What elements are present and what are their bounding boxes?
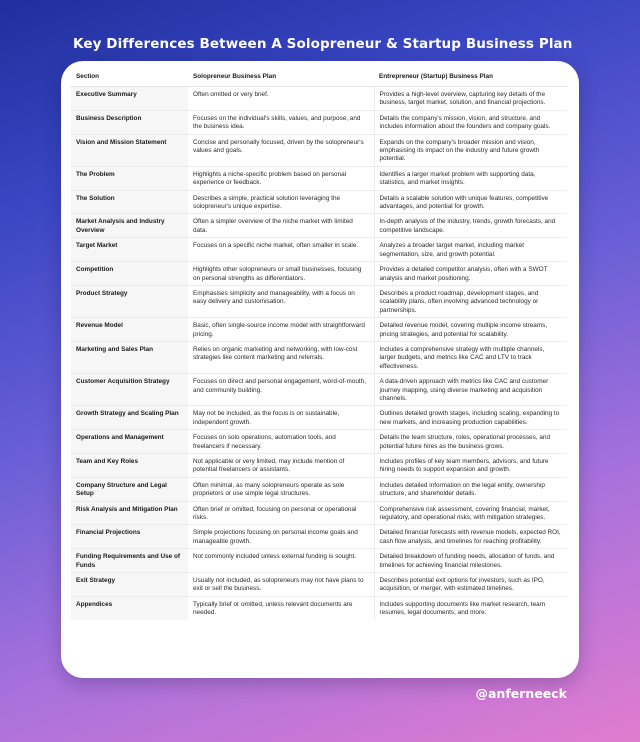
table-row [71, 430, 567, 454]
header-solopreneur: Solopreneur Business Plan [188, 69, 374, 87]
table-header-row [71, 69, 567, 87]
solopreneur-cell: Focuses on direct and personal engagement, word-of-mouth, and community building. [188, 374, 374, 406]
section-cell: The Solution [71, 190, 188, 214]
section-cell: Target Market [71, 238, 188, 262]
section-cell: Product Strategy [71, 285, 188, 317]
startup-cell: Detailed breakdown of funding needs, allocation of funds, and timelines for achieving financial milestones. [374, 549, 567, 573]
solopreneur-cell: Often brief or omitted, focusing on personal or operational risks. [188, 501, 374, 525]
solopreneur-cell: Often a simpler overview of the niche market with limited data. [188, 214, 374, 238]
section-cell: Revenue Model [71, 318, 188, 342]
section-cell: Team and Key Roles [71, 454, 188, 478]
table-row [71, 477, 567, 501]
startup-cell: Analyzes a broader target market, including market segmentation, size, and growth potential. [374, 238, 567, 262]
section-cell: Financial Projections [71, 525, 188, 549]
table-row [71, 374, 567, 406]
comparison-card [61, 61, 579, 678]
table-row [71, 454, 567, 478]
table-row [71, 190, 567, 214]
solopreneur-cell: Concise and personally focused, driven by the solopreneur's values and goals. [188, 134, 374, 166]
solopreneur-cell: Focuses on the individual's skills, values, and purpose, and the business idea. [188, 110, 374, 134]
startup-cell: A data-driven approach with metrics like CAC and customer journey mapping, using diverse marketing and acquisition channels. [374, 374, 567, 406]
section-cell: The Problem [71, 166, 188, 190]
section-cell: Customer Acquisition Strategy [71, 374, 188, 406]
table-row [71, 341, 567, 373]
table-row [71, 285, 567, 317]
section-cell: Exit Strategy [71, 573, 188, 597]
section-cell: Growth Strategy and Scaling Plan [71, 406, 188, 430]
startup-cell: In-depth analysis of the industry, trends, growth forecasts, and competitive landscape. [374, 214, 567, 238]
startup-cell: Identifies a larger market problem with supporting data, statistics, and market insights. [374, 166, 567, 190]
table-row [71, 501, 567, 525]
startup-cell: Describes potential exit options for investors, such as IPO, acquisition, or merger, with estimated timelines. [374, 573, 567, 597]
startup-cell: Details a scalable solution with unique features, competitive advantages, and potential for growth. [374, 190, 567, 214]
solopreneur-cell: Highlights other solopreneurs or small businesses, focusing on personal strengths as differentiators. [188, 262, 374, 286]
startup-cell: Detailed financial forecasts with revenue models, expected ROI, cash flow analysis, and timelines for reaching profitability. [374, 525, 567, 549]
section-cell: Company Structure and Legal Setup [71, 477, 188, 501]
comparison-table [71, 69, 567, 620]
startup-cell: Details the team structure, roles, operational processes, and potential future hires as the business grows. [374, 430, 567, 454]
startup-cell: Detailed revenue model, covering multiple income streams, pricing strategies, and potential for scalability. [374, 318, 567, 342]
startup-cell: Includes profiles of key team members, advisors, and future hiring needs to support expansion and growth. [374, 454, 567, 478]
section-cell: Vision and Mission Statement [71, 134, 188, 166]
section-cell: Appendices [71, 596, 188, 619]
table-row [71, 525, 567, 549]
solopreneur-cell: Focuses on a specific niche market, often smaller in scale. [188, 238, 374, 262]
table-body [71, 87, 567, 620]
startup-cell: Outlines detailed growth stages, including scaling, expanding to new markets, and increasing production capabilities. [374, 406, 567, 430]
table-row [71, 573, 567, 597]
table-row [71, 406, 567, 430]
table-row [71, 262, 567, 286]
solopreneur-cell: Focuses on solo operations, automation tools, and freelancers if necessary. [188, 430, 374, 454]
solopreneur-cell: Simple projections focusing on personal income goals and manageable growth. [188, 525, 374, 549]
startup-cell: Includes detailed information on the legal entity, ownership structure, and shareholder details. [374, 477, 567, 501]
startup-cell: Comprehensive risk assessment, covering financial, market, regulatory, and operational risks, with mitigation strategies. [374, 501, 567, 525]
section-cell: Risk Analysis and Mitigation Plan [71, 501, 188, 525]
table-row [71, 134, 567, 166]
page-title: Key Differences Between A Solopreneur & Startup Business Plan [73, 36, 573, 52]
table-row [71, 318, 567, 342]
section-cell: Competition [71, 262, 188, 286]
table-row [71, 166, 567, 190]
solopreneur-cell: Emphasises simplicity and manageability, with a focus on easy delivery and customisation. [188, 285, 374, 317]
section-cell: Executive Summary [71, 87, 188, 111]
section-cell: Market Analysis and Industry Overview [71, 214, 188, 238]
section-cell: Marketing and Sales Plan [71, 341, 188, 373]
startup-cell: Provides a high-level overview, capturing key details of the business, target market, solution, and financial projections. [374, 87, 567, 111]
solopreneur-cell: Not applicable or very limited, may include mention of potential freelancers or assistants. [188, 454, 374, 478]
solopreneur-cell: Often omitted or very brief. [188, 87, 374, 111]
startup-cell: Provides a detailed competitor analysis, often with a SWOT analysis and market positioning. [374, 262, 567, 286]
table-row [71, 238, 567, 262]
startup-cell: Expands on the company's broader mission and vision, emphasising its impact on the industry and future growth potential. [374, 134, 567, 166]
solopreneur-cell: Often minimal, as many solopreneurs operate as sole proprietors or use simple legal structures. [188, 477, 374, 501]
section-cell: Business Description [71, 110, 188, 134]
startup-cell: Details the company's mission, vision, and structure, and includes information about the founders and company goals. [374, 110, 567, 134]
table-row [71, 87, 567, 111]
table-row [71, 596, 567, 619]
header-startup: Entrepreneur (Startup) Business Plan [374, 69, 567, 87]
startup-cell: Includes a comprehensive strategy with multiple channels, larger budgets, and metrics like CAC and LTV to track effectiveness. [374, 341, 567, 373]
author-handle: @anferneeck [475, 686, 567, 701]
section-cell: Operations and Management [71, 430, 188, 454]
header-section: Section [71, 69, 188, 87]
solopreneur-cell: Typically brief or omitted, unless relevant documents are needed. [188, 596, 374, 619]
solopreneur-cell: Highlights a niche-specific problem based on personal experience or feedback. [188, 166, 374, 190]
solopreneur-cell: Relies on organic marketing and networking, with low-cost strategies like content marketing and referrals. [188, 341, 374, 373]
solopreneur-cell: Describes a simple, practical solution leveraging the solopreneur's unique expertise. [188, 190, 374, 214]
table-row [71, 110, 567, 134]
table-row [71, 214, 567, 238]
solopreneur-cell: Usually not included, as solopreneurs may not have plans to exit or sell the business. [188, 573, 374, 597]
startup-cell: Describes a product roadmap, development stages, and scalability plans, often involving advanced technology or partnerships. [374, 285, 567, 317]
startup-cell: Includes supporting documents like market research, team resumes, legal documents, and more. [379, 600, 546, 617]
section-cell: Funding Requirements and Use of Funds [71, 549, 188, 573]
solopreneur-cell: Basic, often single-source income model with straightforward pricing. [188, 318, 374, 342]
table-row [71, 549, 567, 573]
solopreneur-cell: Not commonly included unless external funding is sought. [188, 549, 374, 573]
solopreneur-cell: May not be included, as the focus is on sustainable, independent growth. [188, 406, 374, 430]
